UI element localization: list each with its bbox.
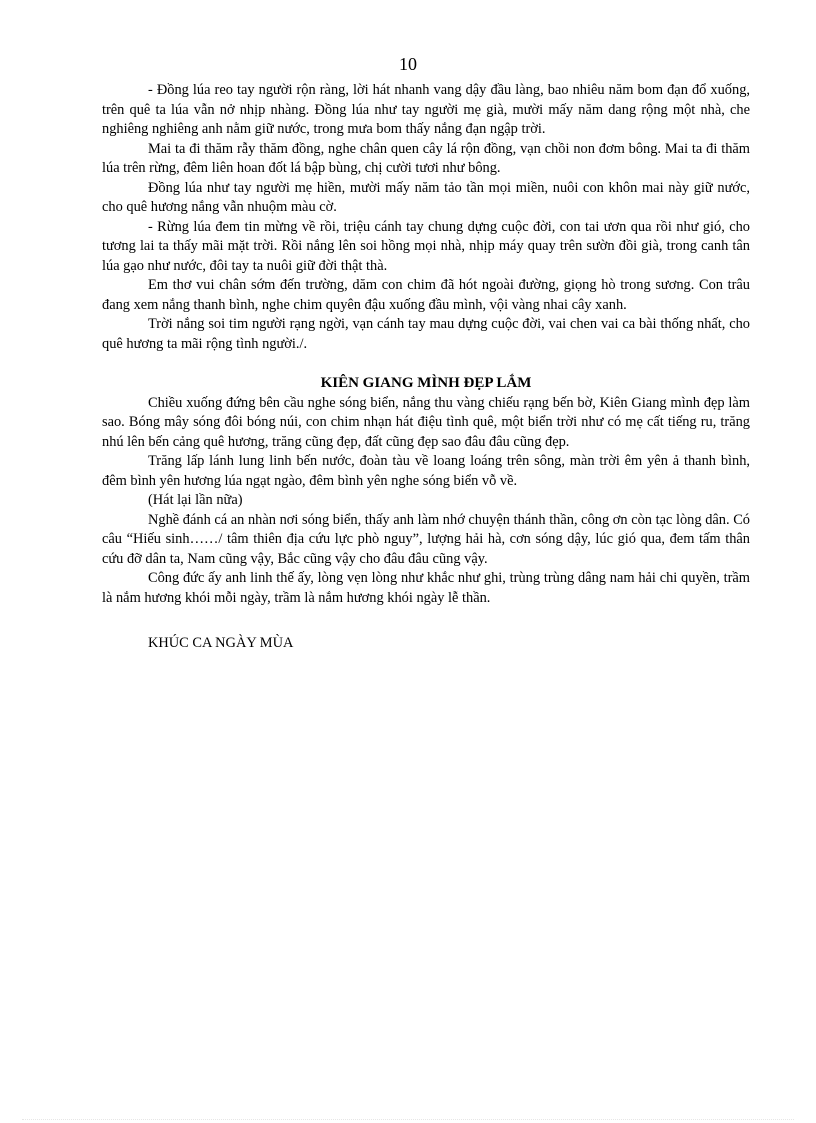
paragraph: Chiều xuống đứng bên cầu nghe sóng biển, nắng thu vàng chiếu rạng bến bờ, Kiên Giang mình đẹp làm sao. Bóng mây sóng đôi bóng núi, con chim nhạn hát điệu tình quê, một biển trời như có mẹ cất tiếng ru, trăng nhú lên bến cảng quê hương, trăng cũng đẹp, đất cũng đẹp sao đâu đâu cũng đẹp. [102,394,750,450]
section-lyrics-1 [102,81,750,354]
paragraph: Trời nắng soi tim người rạng ngời, vạn cánh tay mau dựng cuộc đời, vai chen vai ca bài thống nhất, cho quê hương ta mãi rộng tình người./. [102,316,750,352]
paragraph: Mai ta đi thăm rẫy thăm đồng, nghe chân quen cây lá rộn đồng, vạn chồi non đơm bông. Mai ta đi thăm lúa trên rừng, đêm liên hoan đốt lá bập bùng, chị cười tươi như bông. [102,140,750,176]
song-title: KHÚC CA NGÀY MÙA [148,635,294,651]
section-khuc-ca [102,634,750,654]
song-title: KIÊN GIANG MÌNH ĐẸP LẮM [320,375,532,391]
paragraph: Nghề đánh cá an nhàn nơi sóng biển, thấy anh làm nhớ chuyện thánh thần, công ơn còn tạc lòng dân. Có câu “Hiếu sinh……/ tâm thiên địa cứu lực phò nguy”, lượng hải hà, cơn sóng dậy, lúc gió qua, đem tấm thân cứu đỡ dân ta, Nam cũng vậy, Bắc cũng vậy cho đâu đâu cũng vậy. [102,511,750,567]
paragraph: Đồng lúa như tay người mẹ hiền, mười mấy năm tảo tần mọi miền, nuôi con khôn mai này giữ nước, cho quê hương nắng vẫn nhuộm màu cờ. [102,179,750,215]
page-bottom-divider [22,1119,794,1120]
page-number: 10 [399,54,417,74]
paragraph: Công đức ấy anh linh thế ấy, lòng vẹn lòng như khắc như ghi, trùng trùng dâng nam hải chi quyền, trầm là nắm hương khói mỗi ngày, trầm là nắm hương khói ngày lễ thần. [102,570,750,606]
paragraph: Trăng lấp lánh lung linh bến nước, đoàn tàu về loang loáng trên sông, màn trời êm yên ả thanh bình, đêm bình yên hương lúa ngạt ngào, đêm bình yên nghe sóng biển vỗ về. [102,453,750,489]
section-kien-giang [102,374,750,608]
paragraph: - Đồng lúa reo tay người rộn ràng, lời hát nhanh vang dậy đầu làng, bao nhiêu năm bom đạn đổ xuống, trên quê ta lúa vẫn nở nhịp nhàng. Đồng lúa như tay người mẹ già, mười mấy năm dang rộng một nhà, che nghiêng nghiêng anh nằm giữ nước, trong mưa bom thấy nắng đạn ngập trời. [102,82,750,137]
document-body [102,81,750,654]
paragraph: Em thơ vui chân sớm đến trường, dăm con chim đã hót ngoài đường, giọng hò trong sương. Con trâu đang xem nắng thanh bình, nghe chim quyên đậu xuống đầu mình, vội vàng nhai cây xanh. [102,277,750,313]
paragraph: (Hát lại lần nữa) [148,492,243,508]
paragraph: - Rừng lúa đem tin mừng về rồi, triệu cánh tay chung dựng cuộc đời, con tai ươn qua rồi như gió, cho tương lai ta thấy mãi mặt trời. Rồi nắng lên soi hồng mọi nhà, nhịp máy quay trên sườn đồi già, trong canh tân lúa gạo như nước, đôi tay ta nuôi giữ đời thật thà. [102,218,750,274]
